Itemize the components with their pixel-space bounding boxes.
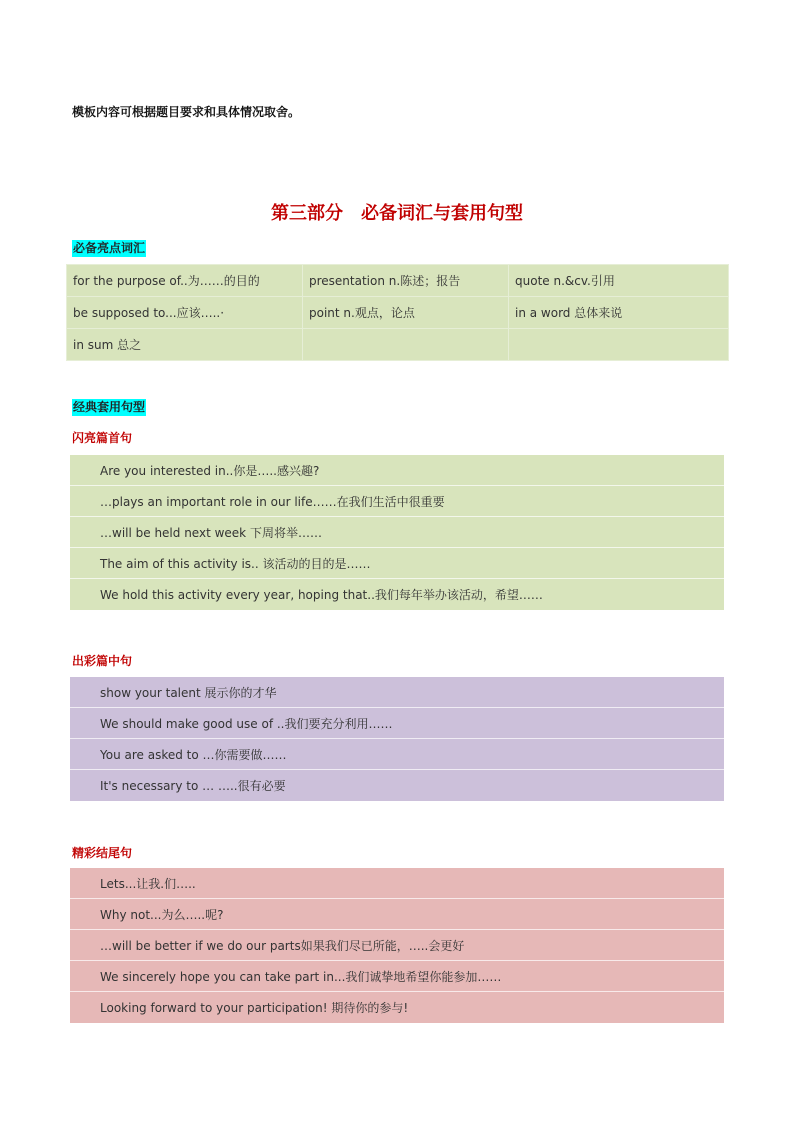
list-item: Lets...让我.们….. <box>70 868 724 899</box>
vocab-cell: for the purpose of..为……的目的 <box>67 265 303 297</box>
list-item: …will be held next week 下周将举…… <box>70 517 724 548</box>
ending-sentences <box>70 868 724 1023</box>
list-item: You are asked to …你需要做…… <box>70 739 724 770</box>
list-item: It's necessary to … …..很有必要 <box>100 779 286 793</box>
vocab-cell <box>303 329 509 361</box>
vocab-table <box>66 264 729 361</box>
list-item: We should make good use of ..我们要充分利用…… <box>70 708 724 739</box>
vocab-heading: 必备亮点词汇 <box>73 241 146 255</box>
list-item: We sincerely hope you can take part in...我们诚挚地希望你能参加…… <box>70 961 724 992</box>
middle-heading: 出彩篇中句 <box>72 654 133 668</box>
section-title: 第三部分 必备词汇与套用句型 <box>271 203 523 224</box>
table-row <box>67 297 729 329</box>
vocab-cell: quote n.&cv.引用 <box>509 265 729 297</box>
opening-heading: 闪亮篇首句 <box>72 431 133 445</box>
vocab-cell: point n.观点，论点 <box>303 297 509 329</box>
vocab-cell: be supposed to...应该…..· <box>67 297 303 329</box>
vocab-cell: in a word 总体来说 <box>509 297 729 329</box>
list-item: We hold this activity every year, hoping that..我们每年举办该活动，希望…… <box>100 588 543 602</box>
vocab-cell <box>509 329 729 361</box>
list-item: The aim of this activity is.. 该活动的目的是…… <box>70 548 724 579</box>
sentence-heading: 经典套用句型 <box>73 400 146 414</box>
opening-sentences <box>70 455 724 610</box>
vocab-cell: presentation n.陈述；报告 <box>303 265 509 297</box>
list-item: …will be better if we do our parts如果我们尽已所能，…..会更好 <box>70 930 724 961</box>
vocab-cell: in sum 总之 <box>67 329 303 361</box>
list-item: Are you interested in..你是…..感兴趣? <box>70 455 724 486</box>
table-row <box>67 329 729 361</box>
middle-sentences <box>70 677 724 801</box>
ending-heading: 精彩结尾句 <box>72 846 133 860</box>
template-note: 模板内容可根据题目要求和具体情况取舍。 <box>72 105 301 119</box>
list-item: Why not...为么…..呢? <box>70 899 724 930</box>
list-item: show your talent 展示你的才华 <box>70 677 724 708</box>
list-item: …plays an important role in our life……在我们生活中很重要 <box>70 486 724 517</box>
list-item: Looking forward to your participation! 期待你的参与! <box>100 1001 409 1015</box>
table-row <box>67 265 729 297</box>
